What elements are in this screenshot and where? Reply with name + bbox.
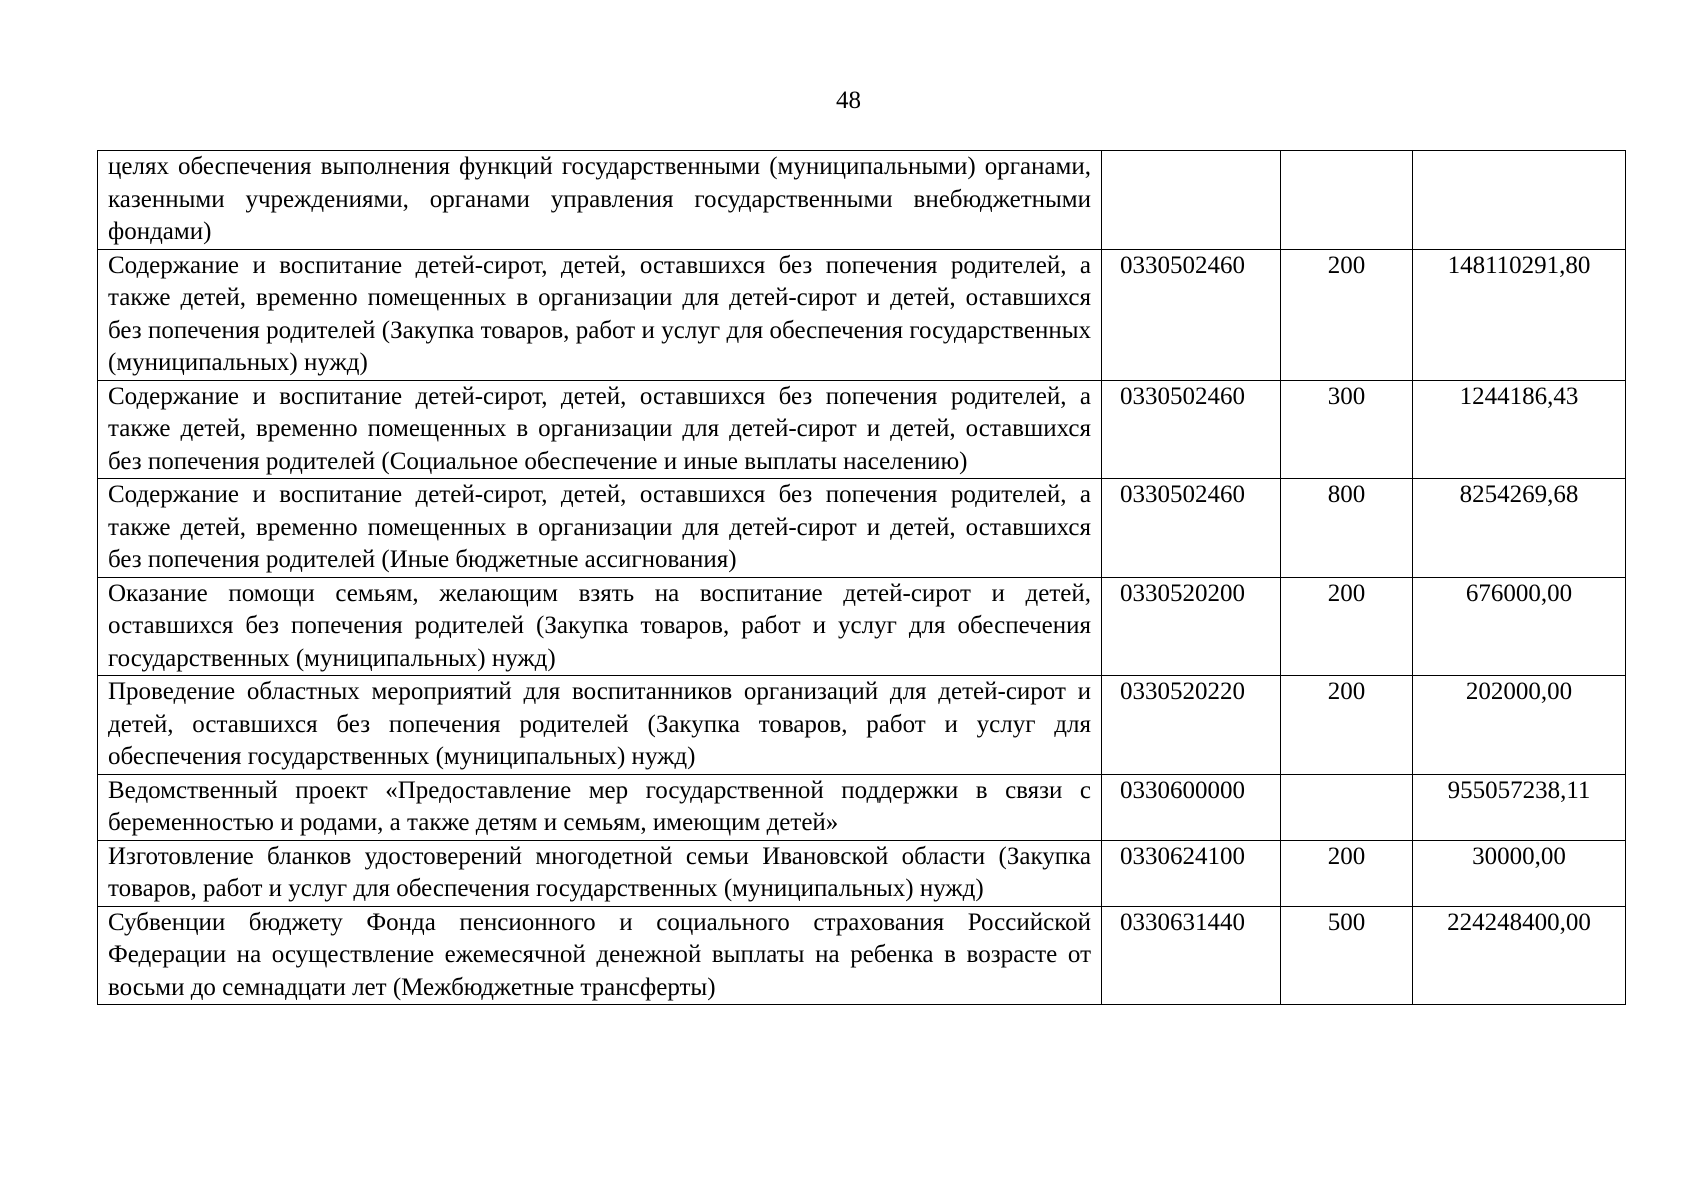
- row-target-code: 0330502460: [1102, 380, 1281, 479]
- row-expense-type: 200: [1281, 676, 1413, 775]
- table-row: [98, 249, 1626, 380]
- table-row: [98, 577, 1626, 676]
- row-amount: 8254269,68: [1413, 479, 1626, 578]
- row-description: Субвенции бюджету Фонда пенсионного и социального страхования Российской Федерации на осуществление ежемесячной денежной выплаты на ребенка в возрасте от восьми до семнадцати лет (Межбюджетные трансферты): [98, 906, 1102, 1005]
- table-row: [98, 840, 1626, 906]
- row-description: Изготовление бланков удостоверений многодетной семьи Ивановской области (Закупка товаров, работ и услуг для обеспечения государственных (муниципальных) нужд): [98, 840, 1102, 906]
- row-expense-type: 200: [1281, 840, 1413, 906]
- budget-table-body: [98, 151, 1626, 1005]
- row-description: Содержание и воспитание детей-сирот, детей, оставшихся без попечения родителей, а также детей, временно помещенных в организации для детей-сирот и детей, оставшихся без попечения родителей (Иные бюджетные ассигнования): [98, 479, 1102, 578]
- row-target-code: 0330520220: [1102, 676, 1281, 775]
- table-row: [98, 151, 1626, 250]
- row-description: целях обеспечения выполнения функций государственными (муниципальными) органами, казенными учреждениями, органами управления государственными внебюджетными фондами): [98, 151, 1102, 250]
- table-row: [98, 906, 1626, 1005]
- row-amount: 148110291,80: [1413, 249, 1626, 380]
- row-target-code: 0330520200: [1102, 577, 1281, 676]
- row-target-code: 0330624100: [1102, 840, 1281, 906]
- row-expense-type: 800: [1281, 479, 1413, 578]
- row-target-code: 0330600000: [1102, 774, 1281, 840]
- row-expense-type: [1281, 774, 1413, 840]
- row-description: Ведомственный проект «Предоставление мер государственной поддержки в связи с беременностью и родами, а также детям и семьям, имеющим детей»: [98, 774, 1102, 840]
- row-expense-type: 200: [1281, 249, 1413, 380]
- row-target-code: 0330502460: [1102, 249, 1281, 380]
- row-amount: 955057238,11: [1413, 774, 1626, 840]
- row-description: Содержание и воспитание детей-сирот, детей, оставшихся без попечения родителей, а также детей, временно помещенных в организации для детей-сирот и детей, оставшихся без попечения родителей (Социальное обеспечение и иные выплаты населению): [98, 380, 1102, 479]
- row-amount: 1244186,43: [1413, 380, 1626, 479]
- row-amount: 676000,00: [1413, 577, 1626, 676]
- table-row: [98, 479, 1626, 578]
- budget-table: [97, 150, 1626, 1005]
- row-description: Проведение областных мероприятий для воспитанников организаций для детей-сирот и детей, оставшихся без попечения родителей (Закупка товаров, работ и услуг для обеспечения государственных (муниципальных) нужд): [98, 676, 1102, 775]
- row-expense-type: 500: [1281, 906, 1413, 1005]
- row-amount: 30000,00: [1413, 840, 1626, 906]
- row-description: Содержание и воспитание детей-сирот, детей, оставшихся без попечения родителей, а также детей, временно помещенных в организации для детей-сирот и детей, оставшихся без попечения родителей (Закупка товаров, работ и услуг для обеспечения государственных (муниципальных) нужд): [98, 249, 1102, 380]
- table-row: [98, 774, 1626, 840]
- row-expense-type: [1281, 151, 1413, 250]
- row-description: Оказание помощи семьям, желающим взять на воспитание детей-сирот и детей, оставшихся без попечения родителей (Закупка товаров, работ и услуг для обеспечения государственных (муниципальных) нужд): [98, 577, 1102, 676]
- page-number: 48: [836, 87, 861, 114]
- row-amount: 202000,00: [1413, 676, 1626, 775]
- row-amount: 224248400,00: [1413, 906, 1626, 1005]
- row-expense-type: 300: [1281, 380, 1413, 479]
- row-amount: [1413, 151, 1626, 250]
- row-target-code: 0330631440: [1102, 906, 1281, 1005]
- row-expense-type: 200: [1281, 577, 1413, 676]
- table-row: [98, 676, 1626, 775]
- row-target-code: [1102, 151, 1281, 250]
- table-row: [98, 380, 1626, 479]
- row-target-code: 0330502460: [1102, 479, 1281, 578]
